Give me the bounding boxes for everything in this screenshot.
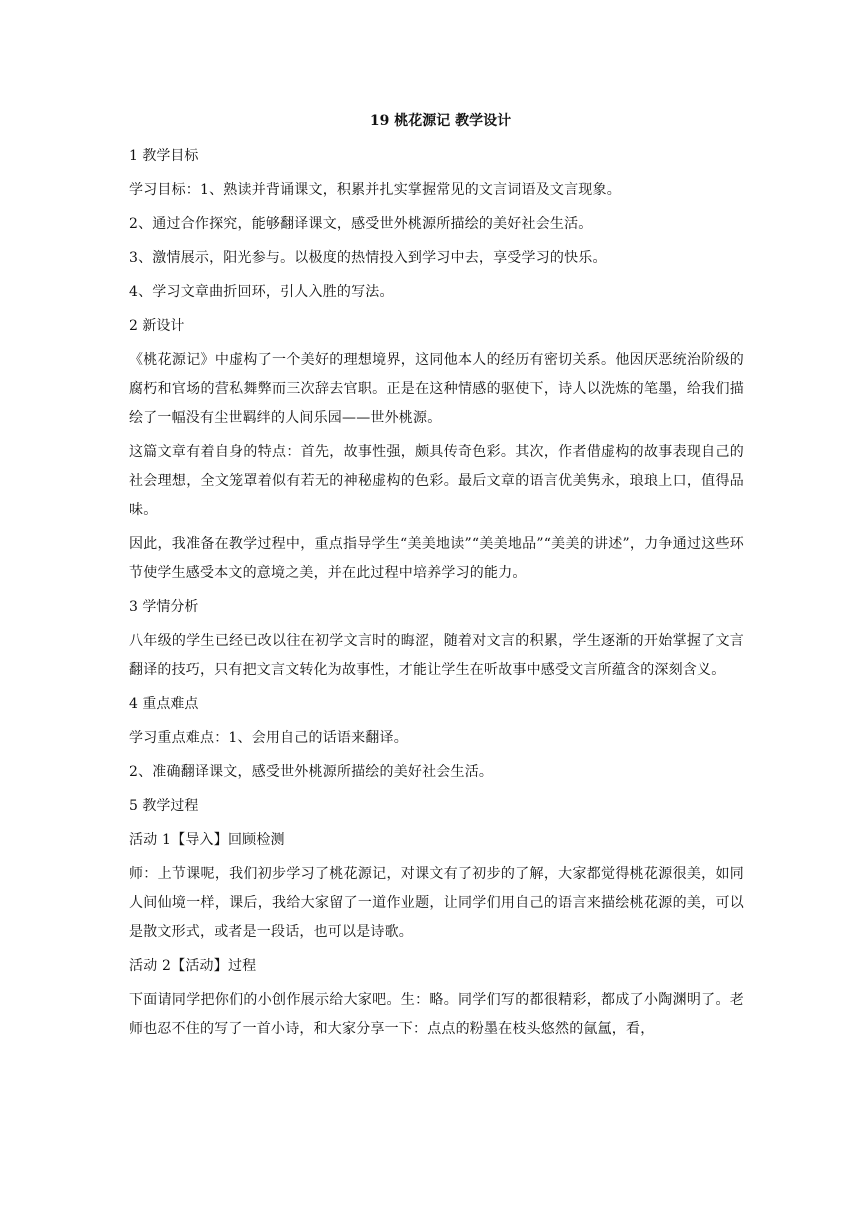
activity-label: 活动 1【导入】回顾检测 — [129, 832, 285, 848]
section-heading-new-design: 2 新设计 — [129, 318, 185, 334]
document-body — [129, 111, 744, 1049]
paragraph: 下面请同学把你们的小创作展示给大家吧。生：略。同学们写的都很精彩，都成了小陶渊明了。老师也忍不住的写了一首小诗，和大家分享一下：点点的粉墨在枝头悠然的氤氲，看， — [129, 992, 744, 1037]
activity-label: 活动 2【活动】过程 — [129, 958, 257, 974]
section-heading-learner-analysis: 3 学情分析 — [129, 599, 199, 615]
paragraph: 2、通过合作探究，能够翻译课文，感受世外桃源所描绘的美好社会生活。 — [129, 216, 593, 232]
paragraph: 因此，我准备在教学过程中，重点指导学生“美美地读”“美美地品”“美美的讲述”，力争通过这些环节使学生感受本文的意境之美，并在此过程中培养学习的能力。 — [129, 536, 744, 581]
paragraph: 学习目标：1、熟读并背诵课文，积累并扎实掌握常见的文言词语及文言现象。 — [129, 182, 621, 198]
paragraph: 学习重点难点：1、会用自己的话语来翻译。 — [129, 730, 408, 746]
section-heading-key-points: 4 重点难点 — [129, 696, 199, 712]
paragraph: 3、激情展示，阳光参与。以极度的热情投入到学习中去，享受学习的快乐。 — [129, 250, 607, 266]
paragraph: 师：上节课呢，我们初步学习了桃花源记，对课文有了初步的了解，大家都觉得桃花源很美，如同人间仙境一样，课后，我给大家留了一道作业题，让同学们用自己的语言来描绘桃花源的美，可以是散文形式，或者是一段话，也可以是诗歌。 — [129, 866, 744, 940]
paragraph: 这篇文章有着自身的特点：首先，故事性强，颇具传奇色彩。其次，作者借虚构的故事表现自己的社会理想，全文笼罩着似有若无的神秘虚构的色彩。最后文章的语言优美隽永，琅琅上口，值得品味。 — [129, 444, 744, 518]
paragraph: 4、学习文章曲折回环，引人入胜的写法。 — [129, 284, 394, 300]
paragraph: 《桃花源记》中虚构了一个美好的理想境界，这同他本人的经历有密切关系。他因厌恶统治阶级的腐朽和官场的营私舞弊而三次辞去官职。正是在这种情感的驱使下，诗人以洗炼的笔墨，给我们描绘了一幅没有尘世羁绊的人间乐园——世外桃源。 — [129, 352, 744, 426]
document-title: 19 桃花源记 教学设计 — [369, 113, 512, 129]
paragraph: 八年级的学生已经已改以往在初学文言时的晦涩，随着对文言的积累，学生逐渐的开始掌握了文言翻译的技巧，只有把文言文转化为故事性，才能让学生在听故事中感受文言所蕴含的深刻含义。 — [129, 633, 744, 678]
section-heading-teaching-process: 5 教学过程 — [129, 798, 199, 814]
section-heading-objectives: 1 教学目标 — [129, 148, 199, 164]
paragraph: 2、准确翻译课文，感受世外桃源所描绘的美好社会生活。 — [129, 764, 494, 780]
